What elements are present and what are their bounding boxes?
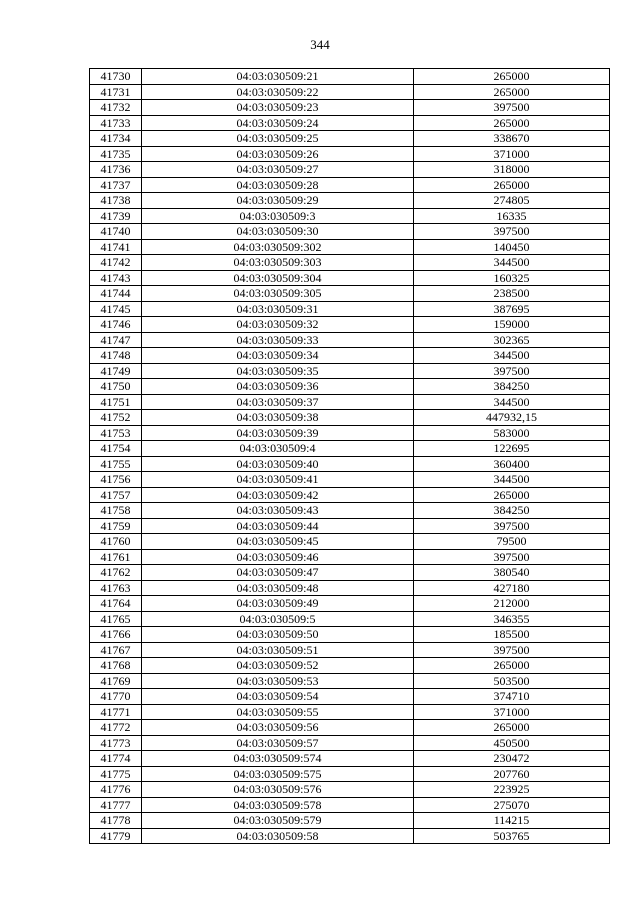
cadastral-number-cell: 04:03:030509:43 (142, 503, 414, 519)
cadastral-number-cell: 04:03:030509:305 (142, 286, 414, 302)
cadastral-number-cell: 04:03:030509:34 (142, 348, 414, 364)
row-number-cell: 41763 (90, 580, 142, 596)
value-cell: 397500 (414, 100, 610, 116)
cadastral-number-cell: 04:03:030509:575 (142, 766, 414, 782)
table-row (90, 611, 610, 627)
cadastral-number-cell: 04:03:030509:36 (142, 379, 414, 395)
row-number-cell: 41730 (90, 69, 142, 85)
table-row (90, 208, 610, 224)
table-row (90, 596, 610, 612)
value-cell: 427180 (414, 580, 610, 596)
row-number-cell: 41743 (90, 270, 142, 286)
cadastral-number-cell: 04:03:030509:302 (142, 239, 414, 255)
value-cell: 265000 (414, 487, 610, 503)
row-number-cell: 41771 (90, 704, 142, 720)
row-number-cell: 41776 (90, 782, 142, 798)
value-cell: 384250 (414, 503, 610, 519)
cadastral-number-cell: 04:03:030509:53 (142, 673, 414, 689)
row-number-cell: 41737 (90, 177, 142, 193)
table-row (90, 441, 610, 457)
table-row (90, 782, 610, 798)
table-row (90, 348, 610, 364)
row-number-cell: 41774 (90, 751, 142, 767)
value-cell: 344500 (414, 348, 610, 364)
row-number-cell: 41764 (90, 596, 142, 612)
cadastral-number-cell: 04:03:030509:28 (142, 177, 414, 193)
row-number-cell: 41741 (90, 239, 142, 255)
row-number-cell: 41752 (90, 410, 142, 426)
row-number-cell: 41740 (90, 224, 142, 240)
row-number-cell: 41761 (90, 549, 142, 565)
row-number-cell: 41733 (90, 115, 142, 131)
value-cell: 185500 (414, 627, 610, 643)
value-cell: 79500 (414, 534, 610, 550)
value-cell: 397500 (414, 363, 610, 379)
table-row (90, 456, 610, 472)
table-row (90, 828, 610, 844)
table-row (90, 549, 610, 565)
value-cell: 397500 (414, 642, 610, 658)
table-row (90, 704, 610, 720)
row-number-cell: 41766 (90, 627, 142, 643)
cadastral-number-cell: 04:03:030509:3 (142, 208, 414, 224)
table-row (90, 658, 610, 674)
row-number-cell: 41762 (90, 565, 142, 581)
table-row (90, 301, 610, 317)
row-number-cell: 41768 (90, 658, 142, 674)
cadastral-number-cell: 04:03:030509:54 (142, 689, 414, 705)
cadastral-number-cell: 04:03:030509:46 (142, 549, 414, 565)
row-number-cell: 41753 (90, 425, 142, 441)
value-cell: 384250 (414, 379, 610, 395)
row-number-cell: 41765 (90, 611, 142, 627)
value-cell: 397500 (414, 549, 610, 565)
cadastral-number-cell: 04:03:030509:32 (142, 317, 414, 333)
value-cell: 265000 (414, 177, 610, 193)
row-number-cell: 41754 (90, 441, 142, 457)
table-row (90, 177, 610, 193)
value-cell: 360400 (414, 456, 610, 472)
cadastral-number-cell: 04:03:030509:23 (142, 100, 414, 116)
cadastral-number-cell: 04:03:030509:27 (142, 162, 414, 178)
row-number-cell: 41735 (90, 146, 142, 162)
value-cell: 207760 (414, 766, 610, 782)
table-row (90, 224, 610, 240)
cadastral-number-cell: 04:03:030509:48 (142, 580, 414, 596)
cadastral-number-cell: 04:03:030509:576 (142, 782, 414, 798)
cadastral-number-cell: 04:03:030509:52 (142, 658, 414, 674)
row-number-cell: 41736 (90, 162, 142, 178)
value-cell: 503500 (414, 673, 610, 689)
cadastral-number-cell: 04:03:030509:30 (142, 224, 414, 240)
table-row (90, 162, 610, 178)
value-cell: 503765 (414, 828, 610, 844)
table-row (90, 735, 610, 751)
cadastral-number-cell: 04:03:030509:5 (142, 611, 414, 627)
table-row (90, 193, 610, 209)
cadastral-number-cell: 04:03:030509:37 (142, 394, 414, 410)
cadastral-number-cell: 04:03:030509:55 (142, 704, 414, 720)
table-row (90, 115, 610, 131)
table-row (90, 84, 610, 100)
value-cell: 275070 (414, 797, 610, 813)
cadastral-number-cell: 04:03:030509:303 (142, 255, 414, 271)
cadastral-number-cell: 04:03:030509:304 (142, 270, 414, 286)
table-row (90, 503, 610, 519)
table-row (90, 642, 610, 658)
value-cell: 160325 (414, 270, 610, 286)
cadastral-number-cell: 04:03:030509:42 (142, 487, 414, 503)
cadastral-number-cell: 04:03:030509:578 (142, 797, 414, 813)
value-cell: 318000 (414, 162, 610, 178)
cadastral-number-cell: 04:03:030509:50 (142, 627, 414, 643)
table-row (90, 720, 610, 736)
cadastral-number-cell: 04:03:030509:44 (142, 518, 414, 534)
row-number-cell: 41749 (90, 363, 142, 379)
table-row (90, 100, 610, 116)
value-cell: 344500 (414, 472, 610, 488)
table-row (90, 69, 610, 85)
cadastral-number-cell: 04:03:030509:31 (142, 301, 414, 317)
value-cell: 450500 (414, 735, 610, 751)
table-row (90, 317, 610, 333)
row-number-cell: 41744 (90, 286, 142, 302)
value-cell: 344500 (414, 394, 610, 410)
cadastral-number-cell: 04:03:030509:26 (142, 146, 414, 162)
cadastral-number-cell: 04:03:030509:45 (142, 534, 414, 550)
table-row (90, 286, 610, 302)
row-number-cell: 41779 (90, 828, 142, 844)
cadastral-number-cell: 04:03:030509:25 (142, 131, 414, 147)
table-row (90, 472, 610, 488)
table-row (90, 425, 610, 441)
cadastral-number-cell: 04:03:030509:56 (142, 720, 414, 736)
table-row (90, 394, 610, 410)
table-row (90, 146, 610, 162)
value-cell: 274805 (414, 193, 610, 209)
value-cell: 583000 (414, 425, 610, 441)
value-cell: 16335 (414, 208, 610, 224)
table-row (90, 534, 610, 550)
row-number-cell: 41773 (90, 735, 142, 751)
value-cell: 302365 (414, 332, 610, 348)
row-number-cell: 41777 (90, 797, 142, 813)
row-number-cell: 41751 (90, 394, 142, 410)
value-cell: 380540 (414, 565, 610, 581)
value-cell: 397500 (414, 518, 610, 534)
row-number-cell: 41755 (90, 456, 142, 472)
value-cell: 265000 (414, 84, 610, 100)
table-row (90, 689, 610, 705)
value-cell: 447932,15 (414, 410, 610, 426)
cadastral-number-cell: 04:03:030509:4 (142, 441, 414, 457)
cadastral-number-cell: 04:03:030509:21 (142, 69, 414, 85)
cadastral-number-cell: 04:03:030509:33 (142, 332, 414, 348)
value-cell: 230472 (414, 751, 610, 767)
row-number-cell: 41738 (90, 193, 142, 209)
row-number-cell: 41760 (90, 534, 142, 550)
table-row (90, 131, 610, 147)
cadastral-number-cell: 04:03:030509:39 (142, 425, 414, 441)
table-row (90, 255, 610, 271)
table-row (90, 487, 610, 503)
value-cell: 238500 (414, 286, 610, 302)
cadastral-number-cell: 04:03:030509:41 (142, 472, 414, 488)
cadastral-number-cell: 04:03:030509:22 (142, 84, 414, 100)
value-cell: 212000 (414, 596, 610, 612)
cadastral-number-cell: 04:03:030509:24 (142, 115, 414, 131)
row-number-cell: 41750 (90, 379, 142, 395)
table-body (90, 69, 610, 844)
value-cell: 371000 (414, 704, 610, 720)
table-row (90, 751, 610, 767)
table-row (90, 332, 610, 348)
table-row (90, 580, 610, 596)
value-cell: 338670 (414, 131, 610, 147)
row-number-cell: 41746 (90, 317, 142, 333)
row-number-cell: 41772 (90, 720, 142, 736)
row-number-cell: 41759 (90, 518, 142, 534)
row-number-cell: 41778 (90, 813, 142, 829)
registry-table (89, 68, 610, 844)
row-number-cell: 41775 (90, 766, 142, 782)
value-cell: 344500 (414, 255, 610, 271)
cadastral-number-cell: 04:03:030509:57 (142, 735, 414, 751)
value-cell: 114215 (414, 813, 610, 829)
row-number-cell: 41747 (90, 332, 142, 348)
cadastral-number-cell: 04:03:030509:35 (142, 363, 414, 379)
row-number-cell: 41748 (90, 348, 142, 364)
table-row (90, 766, 610, 782)
row-number-cell: 41757 (90, 487, 142, 503)
cadastral-number-cell: 04:03:030509:47 (142, 565, 414, 581)
value-cell: 140450 (414, 239, 610, 255)
table-row (90, 410, 610, 426)
row-number-cell: 41756 (90, 472, 142, 488)
row-number-cell: 41745 (90, 301, 142, 317)
cadastral-number-cell: 04:03:030509:574 (142, 751, 414, 767)
value-cell: 371000 (414, 146, 610, 162)
cadastral-number-cell: 04:03:030509:49 (142, 596, 414, 612)
cadastral-number-cell: 04:03:030509:58 (142, 828, 414, 844)
table-row (90, 627, 610, 643)
value-cell: 265000 (414, 658, 610, 674)
row-number-cell: 41739 (90, 208, 142, 224)
table-row (90, 270, 610, 286)
row-number-cell: 41742 (90, 255, 142, 271)
row-number-cell: 41770 (90, 689, 142, 705)
cadastral-number-cell: 04:03:030509:51 (142, 642, 414, 658)
table-row (90, 673, 610, 689)
cadastral-number-cell: 04:03:030509:40 (142, 456, 414, 472)
cadastral-number-cell: 04:03:030509:579 (142, 813, 414, 829)
table-row (90, 813, 610, 829)
value-cell: 159000 (414, 317, 610, 333)
value-cell: 265000 (414, 69, 610, 85)
row-number-cell: 41731 (90, 84, 142, 100)
table-row (90, 379, 610, 395)
table-row (90, 239, 610, 255)
value-cell: 223925 (414, 782, 610, 798)
table-row (90, 797, 610, 813)
row-number-cell: 41767 (90, 642, 142, 658)
cadastral-number-cell: 04:03:030509:38 (142, 410, 414, 426)
table-row (90, 518, 610, 534)
row-number-cell: 41758 (90, 503, 142, 519)
table-row (90, 363, 610, 379)
page-number: 344 (310, 37, 330, 52)
value-cell: 265000 (414, 720, 610, 736)
cadastral-number-cell: 04:03:030509:29 (142, 193, 414, 209)
row-number-cell: 41734 (90, 131, 142, 147)
value-cell: 397500 (414, 224, 610, 240)
table-row (90, 565, 610, 581)
value-cell: 387695 (414, 301, 610, 317)
value-cell: 265000 (414, 115, 610, 131)
row-number-cell: 41769 (90, 673, 142, 689)
row-number-cell: 41732 (90, 100, 142, 116)
value-cell: 122695 (414, 441, 610, 457)
value-cell: 374710 (414, 689, 610, 705)
value-cell: 346355 (414, 611, 610, 627)
